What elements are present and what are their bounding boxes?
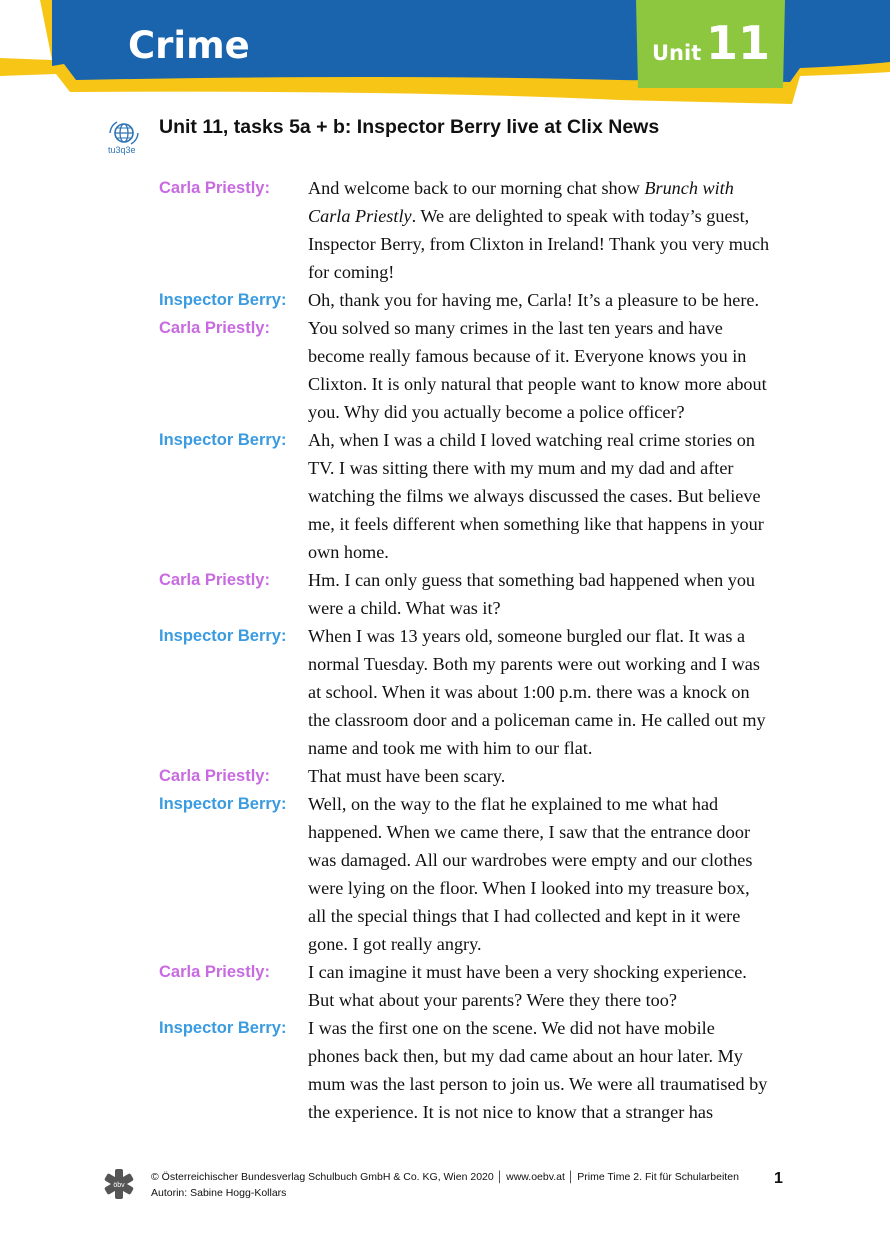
- speech-text: Oh, thank you for having me, Carla! It’s a pleasure to be here.: [308, 290, 760, 310]
- speaker-label: Carla Priestly:: [159, 179, 270, 197]
- show-title: Brunch with: [644, 178, 734, 198]
- speech-text: And welcome back to our morning chat show Brunch with Carla Priestly. We are delighted to speak with today’s guest, Inspector Berry, from Clixton in Ireland! Thank you very much for coming!: [308, 178, 770, 282]
- speaker-label: Inspector Berry:: [159, 431, 287, 449]
- chapter-title: Crime: [128, 24, 250, 67]
- speech-text: That must have been scary.: [308, 766, 506, 786]
- speaker-label: Carla Priestly:: [159, 767, 270, 785]
- speech-text: I was the first one on the scene. We did not have mobile phones back then, but my dad came about an hour later. My mum was the last person to join us. We were all traumatised by the experience. It is not nice to know that a stranger has: [308, 1018, 768, 1122]
- dialogue-turn: [159, 622, 799, 762]
- speech-text: Hm. I can only guess that something bad happened when you were a child. What was it?: [308, 570, 756, 618]
- dialogue-turn: [159, 958, 799, 1014]
- header-banner: [0, 0, 890, 110]
- speaker-label: Carla Priestly:: [159, 963, 270, 981]
- author-line: Autorin: Sabine Hogg-Kollars: [151, 1187, 287, 1199]
- web-code[interactable]: tu3q3e: [108, 145, 136, 155]
- dialogue-turn: [159, 426, 799, 566]
- copyright-line: © Österreichischer Bundesverlag Schulbuch GmbH & Co. KG, Wien 2020 │ www.oebv.at │ Prime Time 2. Fit für Schularbeiten: [151, 1171, 739, 1183]
- page-number: 1: [774, 1170, 783, 1187]
- dialogue-turn: [159, 174, 799, 286]
- oebv-logo: [104, 1168, 134, 1200]
- logo-text: öbv: [113, 1182, 125, 1189]
- speaker-label: Carla Priestly:: [159, 319, 270, 337]
- speech-text: I can imagine it must have been a very shocking experience. But what about your parents? Were they there too?: [308, 962, 747, 1010]
- dialogue-turn: [159, 566, 799, 622]
- unit-label: Unit: [652, 41, 702, 65]
- speech-text: You solved so many crimes in the last ten years and have become really famous because of it. Everyone knows you in Clixton. It is only natural that people want to know more about you. Why did you actually become a police officer?: [308, 318, 767, 422]
- dialogue-turn: [159, 286, 799, 314]
- speaker-label: Inspector Berry:: [159, 291, 287, 309]
- dialogue-turn: [159, 762, 799, 790]
- speech-text: When I was 13 years old, someone burgled our flat. It was a normal Tuesday. Both my parents were out working and I was at school. When it was about 1:00 p.m. there was a knock on the classroom door and a policeman came in. He called out my name and took me with him to our flat.: [308, 626, 766, 758]
- show-title: Carla Priestly: [308, 206, 412, 226]
- speaker-label: Inspector Berry:: [159, 1019, 287, 1037]
- speaker-label: Inspector Berry:: [159, 795, 287, 813]
- dialogue-turn: [159, 790, 799, 958]
- speaker-label: Carla Priestly:: [159, 571, 270, 589]
- speaker-label: Inspector Berry:: [159, 627, 287, 645]
- task-title: Unit 11, tasks 5a + b: Inspector Berry live at Clix News: [159, 116, 660, 138]
- dialogue: [159, 174, 799, 1126]
- dialogue-turn: [159, 1014, 799, 1126]
- unit-number: 11: [706, 16, 771, 70]
- speech-text: Ah, when I was a child I loved watching real crime stories on TV. I was sitting there with my mum and my dad and after watching the films we always discussed the cases. But believe me, it feels different when something like that happens in your own home.: [308, 430, 764, 562]
- dialogue-turn: [159, 314, 799, 426]
- speech-text: Well, on the way to the flat he explained to me what had happened. When we came there, I saw that the entrance door was damaged. All our wardrobes were empty and our clothes were lying on the floor. When I looked into my treasure box, all the special things that I had collected and kept in it were gone. I got really angry.: [308, 794, 753, 954]
